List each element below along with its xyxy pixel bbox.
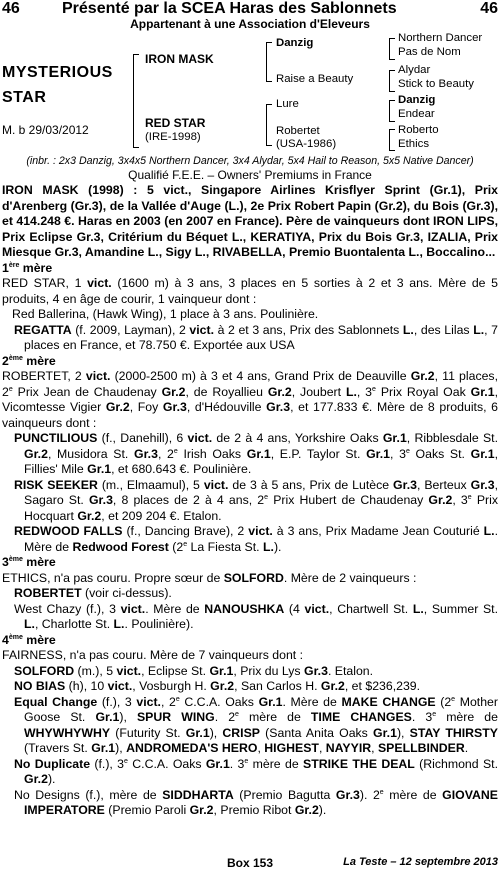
pedigree-sd: Raise a Beauty <box>276 73 354 85</box>
produce-robertet: ROBERTET (voir ci-dessus). <box>14 586 172 600</box>
pedigree-bracket-2b <box>266 104 272 146</box>
pedigree-dd-note: (USA-1986) <box>276 138 337 150</box>
section-4eme-mere: 4ème mère <box>2 632 56 647</box>
page-title: Présenté par la SCEA Haras des Sablonnets <box>62 0 397 17</box>
produce-west-chazy: West Chazy (f.), 3 vict.. Mère de NANOUSHKA (4 vict., Chartwell St. L., Summer St. L., Charlotte St. L.. Poulinière). <box>14 601 498 631</box>
birth-info: M. b 29/03/2012 <box>2 123 89 137</box>
horse-name-line1: MYSTERIOUS <box>2 64 113 81</box>
produce-solford: SOLFORD (m.), 5 vict., Eclipse St. Gr.1, Prix du Lys Gr.3. Etalon. <box>14 663 374 678</box>
pedigree-ss: Danzig <box>276 37 314 49</box>
pedigree-ssd: Pas de Nom <box>398 46 461 58</box>
produce-no-duplicate: No Duplicate (f.), 3e C.C.A. Oaks Gr.1. 3e mère de STRIKE THE DEAL (Richmond St. Gr.2). <box>14 756 498 786</box>
pedigree-bracket-3d <box>389 129 395 151</box>
pedigree-bracket-3b <box>389 70 395 92</box>
pedigree-sdd: Stick to Beauty <box>398 78 474 90</box>
pedigree-sds: Alydar <box>398 64 431 76</box>
horse-name-line2: STAR <box>2 89 47 106</box>
inbreeding-line: (inbr. : 2x3 Danzig, 3x4x5 Northern Dancer, 3x4 Alydar, 5x4 Hail to Reason, 5x5 Native Dancer) <box>26 155 474 167</box>
second-dam-paragraph: ROBERTET, 2 vict. (2000-2500 m) à 3 et 4 ans, Grand Prix de Deauville Gr.2, 11 places, 2e Prix Jean de Chaudenay Gr.2, de Royallieu Gr.2, Joubert L., 3e Prix Royal Oak Gr.1, Vicomtesse Vigier Gr.2, Foy Gr.3, d'Hédouville Gr.3, et 177.833 €. Mère de 8 produits, 6 vainqueurs dont : <box>2 369 499 430</box>
pedigree-dam: RED STAR <box>145 116 206 130</box>
footer-box: Box 153 <box>226 856 274 870</box>
pedigree-ds: Lure <box>276 98 299 110</box>
produce-regatta: REGATTA (f. 2009, Layman), 2 vict. à 2 et 3 ans, Prix des Sablonnets L., des Lilas L., 7 places en France, et 78.750 €. Exportée aux USA <box>14 322 498 352</box>
footer-sale: La Teste – 12 septembre 2013 <box>343 856 498 868</box>
pedigree-dss: Danzig <box>398 94 436 106</box>
sire-paragraph: IRON MASK (1998) : 5 vict., Singapore Airlines Krisflyer Sprint (Gr.1), Prix d'Arenberg (Gr.3), de la Vallée d'Auge (L.), 2e Prix Robert Papin (Gr.2), du Bois (Gr.3), et 414.248 €. Haras en 2003 (en 2007 en France). Père de vainqueurs dont IRON LIPS, Prix Eclipse Gr.3, Critérium du Béquet L., KERATIYA, Prix du Bois Gr.3, IZALIA, Prix Miesque Gr.3, Amandine L., Sigy L., RIVABELLA, Premio Buontalenta L., Boccalino... <box>2 183 498 259</box>
fourth-dam-paragraph: FAIRNESS, n'a pas couru. Mère de 7 vainqueurs dont : <box>2 648 304 662</box>
lot-number-left: 46 <box>2 0 20 17</box>
produce-record <box>2 183 498 819</box>
pedigree-dds: Roberto <box>398 124 439 136</box>
section-2eme-mere: 2ème mère <box>2 353 56 368</box>
pedigree-bracket-3c <box>389 100 395 122</box>
section-1ere-mere: 1ère mère <box>2 260 53 275</box>
pedigree-bracket-3a <box>389 38 395 60</box>
produce-punctilious: PUNCTILIOUS (f., Danehill), 6 vict. de 2 à 4 ans, Yorkshire Oaks Gr.1, Ribblesdale St. Gr.2, Musidora St. Gr.3, 2e Irish Oaks Gr.1, E.P. Taylor St. Gr.1, 3e Oaks St. Gr.1, Fillies' Mile Gr.1, et 680.643 €. Poulinière. <box>14 431 499 476</box>
produce-red-ballerina: Red Ballerina, (Hawk Wing), 1 place à 3 ans. Poulinière. <box>12 307 319 321</box>
pedigree-sss: Northern Dancer <box>398 32 483 44</box>
qualification-line: Qualifié F.E.E. – Owners' Premiums in France <box>128 168 372 182</box>
pedigree-sire: IRON MASK <box>145 52 214 66</box>
pedigree-dam-note: (IRE-1998) <box>145 131 201 143</box>
owner-line: Appartenant à une Association d'Eleveurs <box>130 17 370 31</box>
pedigree-dd: Robertet <box>276 125 320 137</box>
pedigree-bracket-2a <box>266 42 272 82</box>
produce-no-bias: NO BIAS (h), 10 vict., Vosburgh H. Gr.2, San Carlos H. Gr.2, et $236,239. <box>14 679 421 693</box>
section-3eme-mere: 3ème mère <box>2 555 56 569</box>
pedigree-bracket-1 <box>133 54 139 148</box>
produce-redwood-falls: REDWOOD FALLS (f., Dancing Brave), 2 vict. à 3 ans, Prix Madame Jean Couturié L.. Mère de Redwood Forest (2e La Fiesta St. L.). <box>14 524 498 554</box>
lot-number-right: 46 <box>480 0 498 17</box>
pedigree-ddd: Ethics <box>398 138 430 150</box>
pedigree-dsd: Endear <box>398 108 435 120</box>
horse-name <box>2 60 113 110</box>
dam-paragraph: RED STAR, 1 vict. (1600 m) à 3 ans, 3 places en 5 sorties à 2 et 3 ans. Mère de 5 produits, 4 en âge de courir, 1 vainqueur dont : <box>2 276 498 306</box>
produce-risk-seeker: RISK SEEKER (m., Elmaamul), 5 vict. de 3 à 5 ans, Prix de Lutèce Gr.3, Berteux Gr.3, Sagaro St. Gr.3, 8 places de 2 à 4 ans, 2e Prix Hubert de Chaudenay Gr.2, 3e Prix Hocquart Gr.2, et 209 204 €. Etalon. <box>14 477 498 523</box>
produce-no-designs: No Designs (f.), mère de SIDDHARTA (Premio Bagutta Gr.3). 2e mère de GIOVANE IMPERATORE (Premio Paroli Gr.2, Premio Ribot Gr.2). <box>14 787 498 817</box>
third-dam-paragraph: ETHICS, n'a pas couru. Propre sœur de SOLFORD. Mère de 2 vainqueurs : <box>2 570 417 585</box>
produce-equal-change: Equal Change (f.), 3 vict., 2e C.C.A. Oaks Gr.1. Mère de MAKE CHANGE (2e Mother Goose St. Gr.1), SPUR WING. 2e mère de TIME CHANGES. 3e mère de WHYWHYWHY (Futurity St. Gr.1), CRISP (Santa Anita Oaks Gr.1), STAY THIRSTY (Travers St. Gr.1), ANDROMEDA'S HERO, HIGHEST, NAYYIR, SPELLBINDER. <box>14 694 498 755</box>
